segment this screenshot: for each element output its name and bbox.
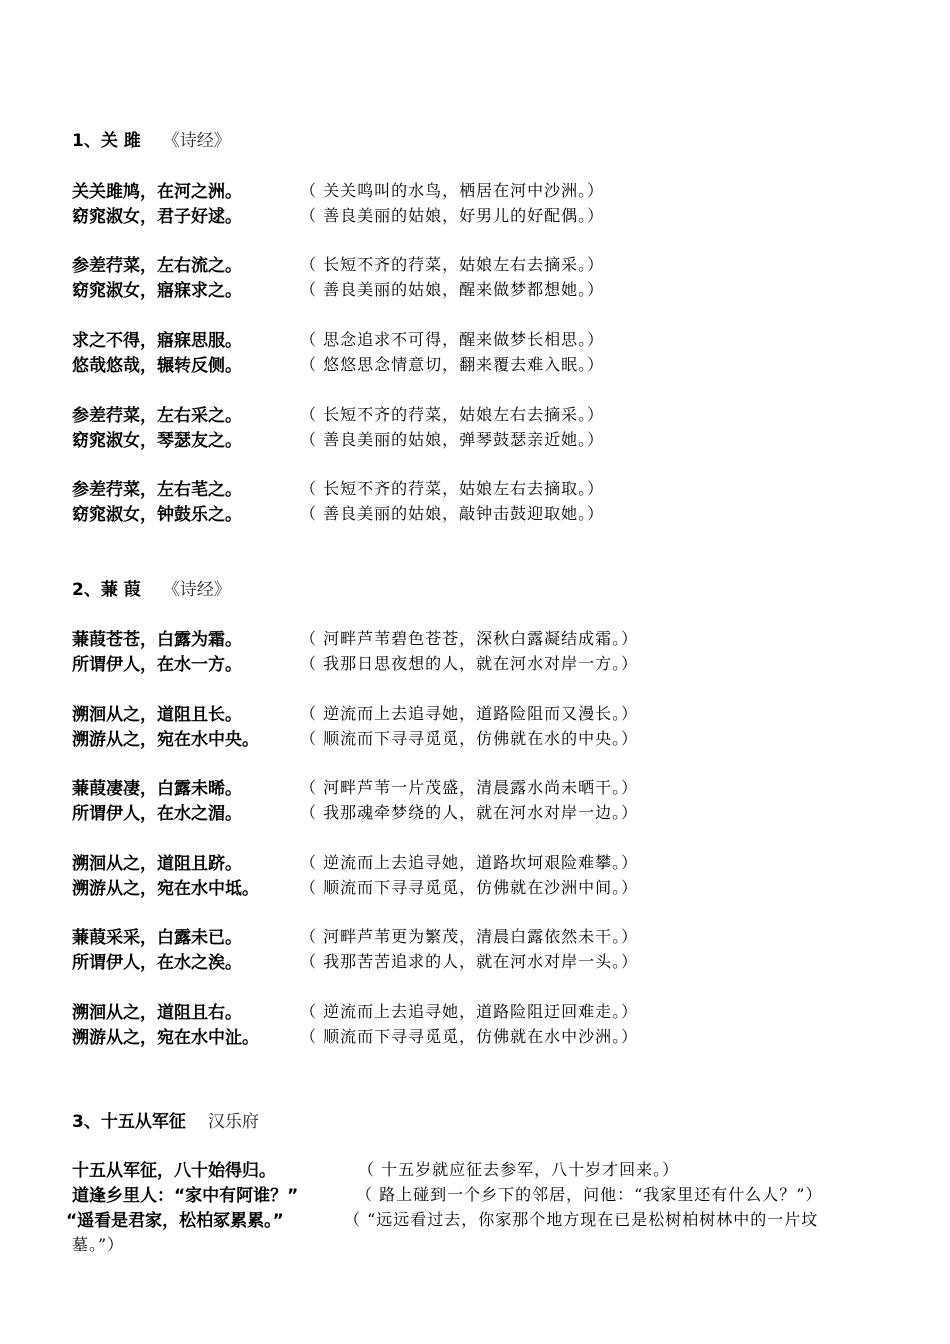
translation-text: （ 河畔芦苇一片茂盛，清晨露水尚未晒干。） (300, 778, 639, 797)
poem-source: 《诗经》 (162, 580, 231, 600)
original-text: 窈窕淑女，钟鼓乐之。 (72, 505, 242, 525)
original-text: 溯洄从之，道阻且跻。 (72, 854, 242, 874)
translation-text: （ 顺流而下寻寻觅觅，仿佛就在沙洲中间。） (300, 878, 639, 897)
section-title-jianjia (72, 575, 231, 600)
translation-text: （ 善良美丽的姑娘，好男儿的好配偶。） (300, 206, 605, 225)
original-text: 溯洄从之，道阻且右。 (72, 1003, 242, 1023)
translation-text: （ 河畔芦苇碧色苍苍，深秋白露凝结成霜。） (300, 629, 639, 648)
original-text: 所谓伊人，在水之湄。 (72, 804, 242, 824)
translation-text: （ 十五岁就应征去参军，八十岁才回来。） (358, 1160, 680, 1179)
poem-title: 2、蒹 葭 (72, 580, 141, 600)
original-text: 窈窕淑女，琴瑟友之。 (72, 431, 242, 451)
original-text: 窈窕淑女，君子好逑。 (72, 207, 242, 227)
translation-text: （ 逆流而上去追寻她，道路险阻而又漫长。） (300, 704, 639, 723)
poem-title: 1、关 雎 (72, 131, 141, 151)
translation-text: （ 善良美丽的姑娘，弹琴鼓瑟亲近她。） (300, 430, 605, 449)
translation-text: （ “远远看过去，你家那个地方现在已是松树柏树林中的一片坟 (344, 1210, 819, 1229)
original-text: 参差荇菜，左右流之。 (72, 256, 242, 276)
translation-text: （ 路上碰到一个乡下的邻居，问他：“我家里还有什么人？”） (356, 1185, 823, 1204)
original-text: 关关雎鸠，在河之洲。 (72, 182, 242, 202)
original-text: “遥看是君家，松柏冢累累。” (66, 1211, 284, 1231)
poem-source: 《诗经》 (162, 131, 231, 151)
translation-text: （ 善良美丽的姑娘，醒来做梦都想她。） (300, 280, 605, 299)
original-text: 悠哉悠哉，辗转反侧。 (72, 356, 242, 376)
translation-text: （ 顺流而下寻寻觅觅，仿佛就在水的中央。） (300, 729, 639, 748)
translation-text: （ 关关鸣叫的水鸟，栖居在河中沙洲。） (300, 181, 605, 200)
translation-text: （ 长短不齐的荇菜，姑娘左右去摘采。） (300, 405, 605, 424)
original-text: 溯洄从之，道阻且长。 (72, 705, 242, 725)
original-text: 参差荇菜，左右采之。 (72, 406, 242, 426)
poem-source: 汉乐府 (207, 1112, 259, 1132)
translation-text: （ 思念追求不可得，醒来做梦长相思。） (300, 330, 605, 349)
translation-text: （ 长短不齐的荇菜，姑娘左右去摘取。） (300, 479, 605, 498)
original-text: 溯游从之，宛在水中坻。 (72, 879, 259, 899)
original-text: 道逢乡里人：“家中有阿谁？” (72, 1186, 299, 1206)
section-title-guanju (72, 126, 231, 151)
original-text: 蒹葭苍苍，白露为霜。 (72, 630, 242, 650)
translation-text: （ 逆流而上去追寻她，道路险阻迂回难走。） (300, 1002, 639, 1021)
original-text: 溯游从之，宛在水中央。 (72, 730, 259, 750)
translation-text: （ 善良美丽的姑娘，敲钟击鼓迎取她。） (300, 504, 605, 523)
original-text: 参差荇菜，左右芼之。 (72, 480, 242, 500)
translation-text: （ 长短不齐的荇菜，姑娘左右去摘采。） (300, 255, 605, 274)
translation-text: （ 逆流而上去追寻她，道路坎坷艰险难攀。） (300, 853, 639, 872)
translation-text: （ 我那苦苦追求的人，就在河水对岸一头。） (300, 952, 639, 971)
translation-text: （ 河畔芦苇更为繁茂，清晨白露依然未干。） (300, 927, 639, 946)
translation-text: （ 悠悠思念情意切，翻来覆去难入眠。） (300, 355, 605, 374)
translation-text: （ 我那日思夜想的人，就在河水对岸一方。） (300, 654, 639, 673)
original-text: 所谓伊人，在水之涘。 (72, 953, 242, 973)
original-text: 蒹葭采采，白露未已。 (72, 928, 242, 948)
original-text: 溯游从之，宛在水中沚。 (72, 1028, 259, 1048)
translation-continuation: 墓。”） (72, 1235, 125, 1254)
original-text: 窈窕淑女，寤寐求之。 (72, 281, 242, 301)
poem-title: 3、十五从军征 (72, 1112, 186, 1132)
translation-text: （ 顺流而下寻寻觅觅，仿佛就在水中沙洲。） (300, 1027, 639, 1046)
original-text: 蒹葭凄凄，白露未晞。 (72, 779, 242, 799)
original-text: 十五从军征，八十始得归。 (72, 1161, 276, 1181)
original-text: 所谓伊人，在水一方。 (72, 655, 242, 675)
original-text: 求之不得，寤寐思服。 (72, 331, 242, 351)
translation-text: （ 我那魂牵梦绕的人，就在河水对岸一边。） (300, 803, 639, 822)
section-title-shiwucongjunzheng (72, 1107, 259, 1132)
